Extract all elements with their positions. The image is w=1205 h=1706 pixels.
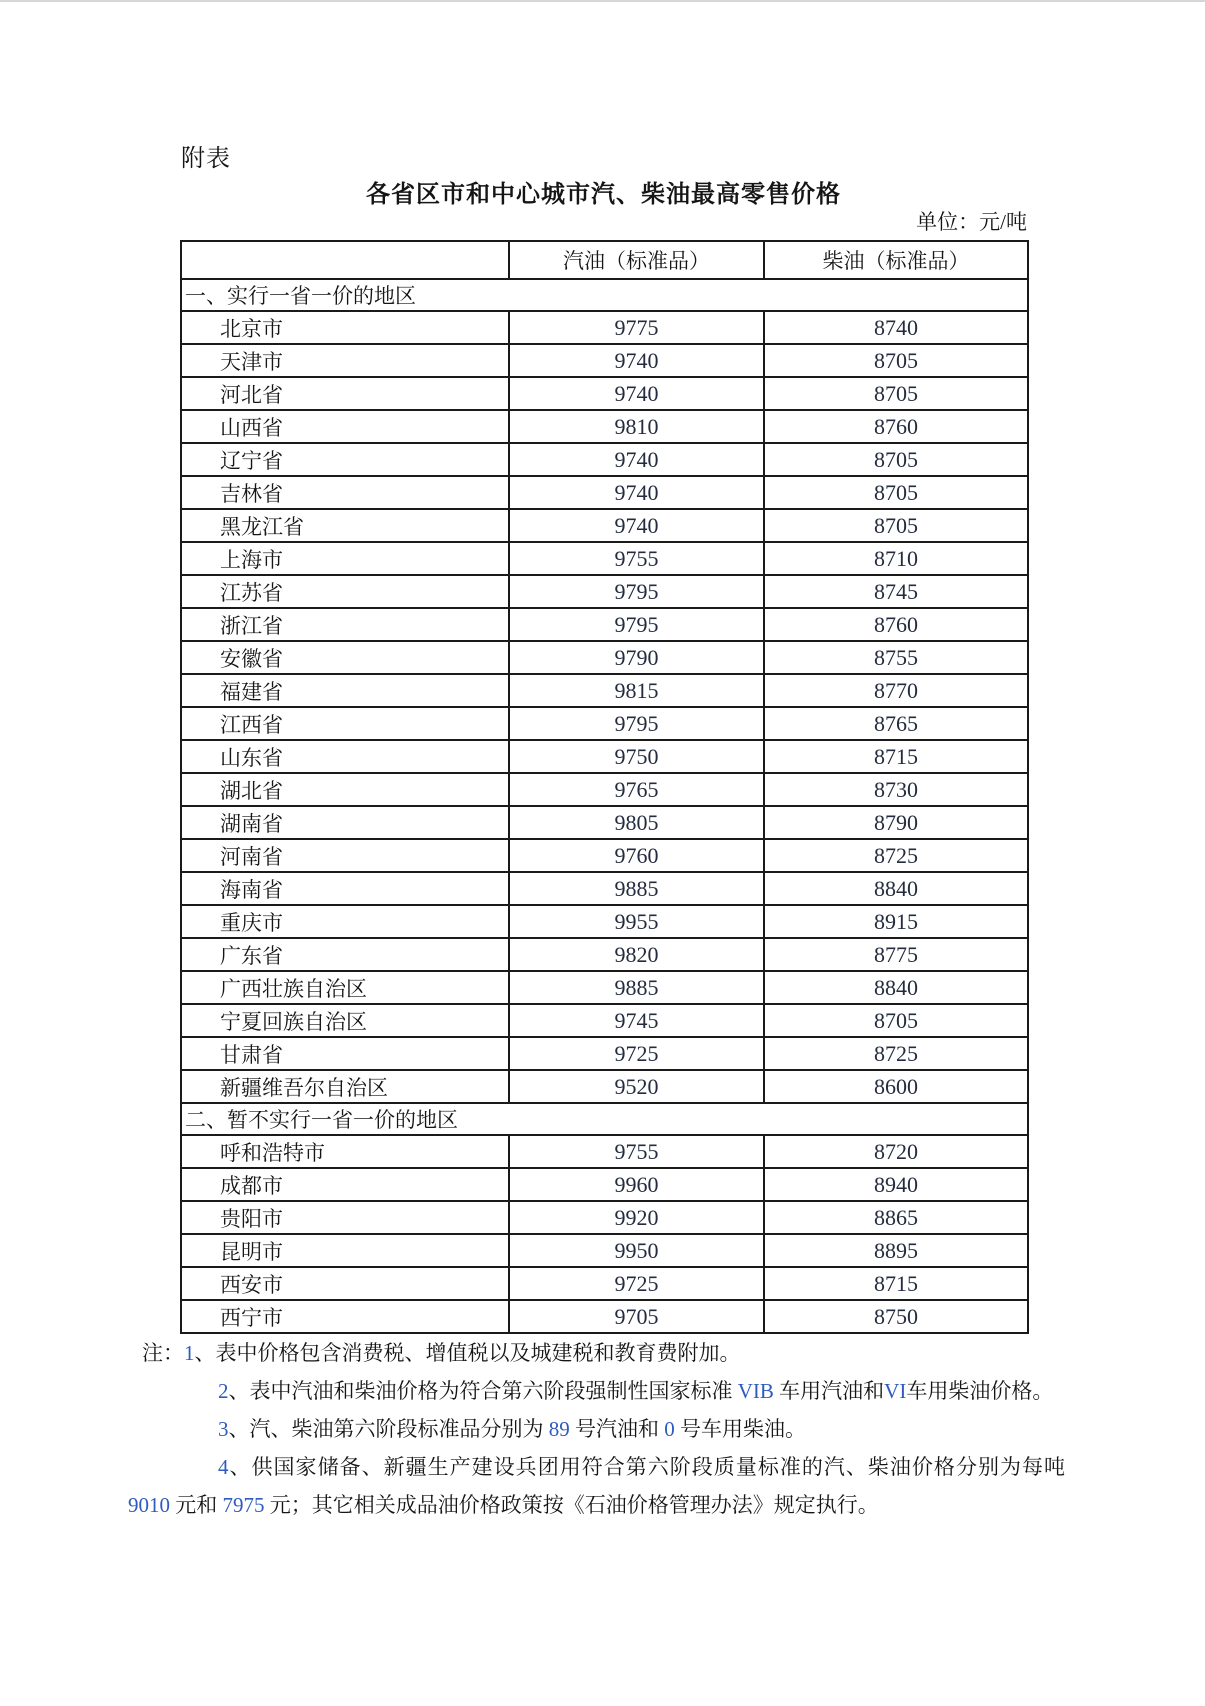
note-1: 注：1、表中价格包含消费税、增值税以及城建税和教育费附加。 xyxy=(142,1341,741,1365)
diesel-price: 8715 xyxy=(764,740,1028,773)
page-title: 各省区市和中心城市汽、柴油最高零售价格 xyxy=(366,182,841,208)
region-name: 成都市 xyxy=(181,1168,509,1201)
gasoline-price: 9740 xyxy=(509,443,764,476)
region-name: 吉林省 xyxy=(181,476,509,509)
diesel-price: 8940 xyxy=(764,1168,1028,1201)
region-name: 河南省 xyxy=(181,839,509,872)
region-name: 新疆维吾尔自治区 xyxy=(181,1070,509,1103)
table-row xyxy=(181,608,1028,641)
diesel-price: 8750 xyxy=(764,1300,1028,1333)
table-row xyxy=(181,1201,1028,1234)
region-name: 甘肃省 xyxy=(181,1037,509,1070)
diesel-price: 8760 xyxy=(764,410,1028,443)
region-name: 贵阳市 xyxy=(181,1201,509,1234)
region-name: 湖北省 xyxy=(181,773,509,806)
region-name: 昆明市 xyxy=(181,1234,509,1267)
gasoline-price: 9920 xyxy=(509,1201,764,1234)
region-name: 上海市 xyxy=(181,542,509,575)
note-2: 2、表中汽油和柴油价格为符合第六阶段强制性国家标准 VIB 车用汽油和VI车用柴油价格。 xyxy=(218,1379,1054,1403)
region-name: 辽宁省 xyxy=(181,443,509,476)
gasoline-price: 9740 xyxy=(509,344,764,377)
table-row xyxy=(181,1037,1028,1070)
diesel-price: 8725 xyxy=(764,1037,1028,1070)
column-header-diesel: 柴油（标准品） xyxy=(764,241,1028,279)
diesel-price: 8705 xyxy=(764,476,1028,509)
table-row xyxy=(181,641,1028,674)
table-row xyxy=(181,1070,1028,1103)
table-row xyxy=(181,905,1028,938)
diesel-price: 8840 xyxy=(764,971,1028,1004)
gasoline-price: 9805 xyxy=(509,806,764,839)
gasoline-price: 9740 xyxy=(509,509,764,542)
region-name: 宁夏回族自治区 xyxy=(181,1004,509,1037)
diesel-price: 8895 xyxy=(764,1234,1028,1267)
section-header-label: 一、实行一省一价的地区 xyxy=(181,279,1028,311)
diesel-price: 8705 xyxy=(764,344,1028,377)
price-table xyxy=(180,240,1029,1334)
gasoline-price: 9790 xyxy=(509,641,764,674)
region-name: 西安市 xyxy=(181,1267,509,1300)
diesel-price: 8720 xyxy=(764,1135,1028,1168)
gasoline-price: 9795 xyxy=(509,575,764,608)
region-name: 黑龙江省 xyxy=(181,509,509,542)
gasoline-price: 9765 xyxy=(509,773,764,806)
region-name: 江苏省 xyxy=(181,575,509,608)
gasoline-price: 9775 xyxy=(509,311,764,344)
table-row xyxy=(181,377,1028,410)
gasoline-price: 9705 xyxy=(509,1300,764,1333)
table-row xyxy=(181,971,1028,1004)
gasoline-price: 9740 xyxy=(509,377,764,410)
gasoline-price: 9725 xyxy=(509,1037,764,1070)
gasoline-price: 9755 xyxy=(509,1135,764,1168)
gasoline-price: 9885 xyxy=(509,971,764,1004)
region-name: 浙江省 xyxy=(181,608,509,641)
gasoline-price: 9520 xyxy=(509,1070,764,1103)
section-header-label: 二、暂不实行一省一价的地区 xyxy=(181,1103,1028,1135)
table-row xyxy=(181,344,1028,377)
region-name: 天津市 xyxy=(181,344,509,377)
diesel-price: 8760 xyxy=(764,608,1028,641)
table-row xyxy=(181,1168,1028,1201)
column-header-gasoline: 汽油（标准品） xyxy=(509,241,764,279)
section-header-row xyxy=(181,279,1028,311)
table-row xyxy=(181,542,1028,575)
table-row xyxy=(181,839,1028,872)
diesel-price: 8730 xyxy=(764,773,1028,806)
region-name: 广东省 xyxy=(181,938,509,971)
table-row xyxy=(181,1004,1028,1037)
region-name: 山西省 xyxy=(181,410,509,443)
table-row xyxy=(181,773,1028,806)
diesel-price: 8745 xyxy=(764,575,1028,608)
table-row xyxy=(181,1267,1028,1300)
diesel-price: 8740 xyxy=(764,311,1028,344)
diesel-price: 8710 xyxy=(764,542,1028,575)
gasoline-price: 9795 xyxy=(509,608,764,641)
gasoline-price: 9955 xyxy=(509,905,764,938)
gasoline-price: 9810 xyxy=(509,410,764,443)
section-header-row xyxy=(181,1103,1028,1135)
table-row xyxy=(181,872,1028,905)
region-name: 山东省 xyxy=(181,740,509,773)
table-row xyxy=(181,476,1028,509)
region-name: 安徽省 xyxy=(181,641,509,674)
gasoline-price: 9960 xyxy=(509,1168,764,1201)
gasoline-price: 9760 xyxy=(509,839,764,872)
table-row xyxy=(181,1234,1028,1267)
diesel-price: 8765 xyxy=(764,707,1028,740)
region-name: 福建省 xyxy=(181,674,509,707)
diesel-price: 8865 xyxy=(764,1201,1028,1234)
table-row xyxy=(181,509,1028,542)
table-row xyxy=(181,410,1028,443)
diesel-price: 8715 xyxy=(764,1267,1028,1300)
diesel-price: 8840 xyxy=(764,872,1028,905)
table-row xyxy=(181,575,1028,608)
table-row xyxy=(181,806,1028,839)
gasoline-price: 9755 xyxy=(509,542,764,575)
table-row xyxy=(181,1300,1028,1333)
note-4: 4、供国家储备、新疆生产建设兵团用符合第六阶段质量标准的汽、柴油价格分别为每吨 9010 元和 7975 元；其它相关成品油价格政策按《石油价格管理办法》规定执行。 xyxy=(128,1455,1065,1517)
region-name: 北京市 xyxy=(181,311,509,344)
price-table-body xyxy=(181,279,1028,1333)
gasoline-price: 9745 xyxy=(509,1004,764,1037)
region-name: 重庆市 xyxy=(181,905,509,938)
gasoline-price: 9885 xyxy=(509,872,764,905)
table-row xyxy=(181,740,1028,773)
region-name: 海南省 xyxy=(181,872,509,905)
diesel-price: 8775 xyxy=(764,938,1028,971)
table-row xyxy=(181,311,1028,344)
diesel-price: 8915 xyxy=(764,905,1028,938)
diesel-price: 8770 xyxy=(764,674,1028,707)
diesel-price: 8705 xyxy=(764,443,1028,476)
region-name: 呼和浩特市 xyxy=(181,1135,509,1168)
gasoline-price: 9820 xyxy=(509,938,764,971)
table-row xyxy=(181,443,1028,476)
diesel-price: 8705 xyxy=(764,377,1028,410)
gasoline-price: 9750 xyxy=(509,740,764,773)
diesel-price: 8790 xyxy=(764,806,1028,839)
table-header-row xyxy=(181,241,1028,279)
diesel-price: 8755 xyxy=(764,641,1028,674)
table-row xyxy=(181,707,1028,740)
diesel-price: 8600 xyxy=(764,1070,1028,1103)
table-row xyxy=(181,674,1028,707)
note-3: 3、汽、柴油第六阶段标准品分别为 89 号汽油和 0 号车用柴油。 xyxy=(218,1417,806,1441)
gasoline-price: 9815 xyxy=(509,674,764,707)
notes-block xyxy=(128,1334,1065,1524)
region-name: 西宁市 xyxy=(181,1300,509,1333)
diesel-price: 8725 xyxy=(764,839,1028,872)
unit-label: 单位：元/吨 xyxy=(916,210,1027,234)
diesel-price: 8705 xyxy=(764,1004,1028,1037)
table-row xyxy=(181,938,1028,971)
gasoline-price: 9795 xyxy=(509,707,764,740)
region-name: 广西壮族自治区 xyxy=(181,971,509,1004)
region-name: 湖南省 xyxy=(181,806,509,839)
gasoline-price: 9950 xyxy=(509,1234,764,1267)
diesel-price: 8705 xyxy=(764,509,1028,542)
column-header-region xyxy=(181,241,509,279)
region-name: 江西省 xyxy=(181,707,509,740)
gasoline-price: 9725 xyxy=(509,1267,764,1300)
gasoline-price: 9740 xyxy=(509,476,764,509)
appendix-label: 附表 xyxy=(181,146,231,172)
table-row xyxy=(181,1135,1028,1168)
region-name: 河北省 xyxy=(181,377,509,410)
